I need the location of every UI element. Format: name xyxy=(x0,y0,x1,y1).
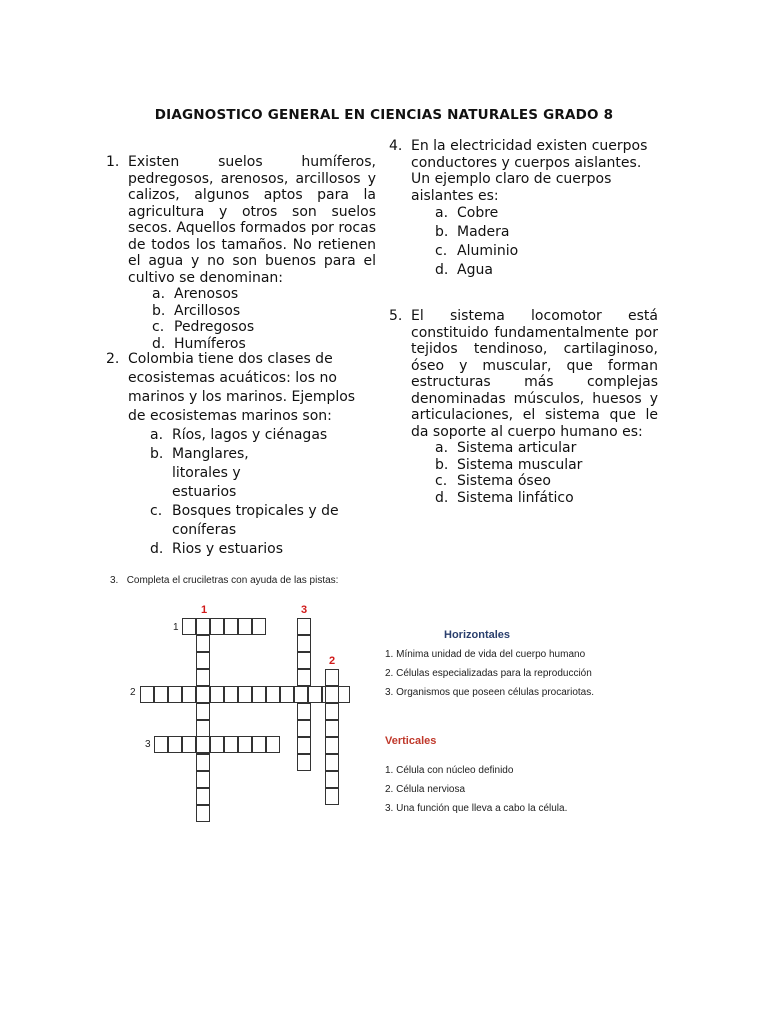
question-1 xyxy=(106,154,376,352)
horizontal-clue-1: 1. Mínima unidad de vida del cuerpo humano xyxy=(385,649,586,660)
crossword-cell-h2[interactable] xyxy=(308,686,322,703)
crossword-cell-v3[interactable] xyxy=(297,618,311,635)
question-text: Colombia tiene dos clases de ecosistemas acuáticos: los no marinos y los marinos. Ejemplos de ecosistemas marinos son: xyxy=(128,351,356,424)
crossword-cell-h2[interactable] xyxy=(168,686,182,703)
crossword-cell-h2[interactable] xyxy=(238,686,252,703)
crossword-cell-v1[interactable] xyxy=(196,652,210,669)
horizontales-heading: Horizontales xyxy=(444,629,511,641)
question-5 xyxy=(389,308,658,506)
question-text: En la electricidad existen cuerpos conductores y cuerpos aislantes. Un ejemplo claro de cuerpos aislantes es: xyxy=(411,138,648,204)
crossword-cell-h2[interactable] xyxy=(294,686,308,703)
option-b: b. Madera xyxy=(435,224,510,240)
crossword-cell-h1[interactable] xyxy=(252,618,266,635)
crossword-cell-v1[interactable] xyxy=(196,635,210,652)
option-b: b. Sistema muscular xyxy=(435,456,583,473)
question-number: 4. xyxy=(389,138,403,154)
crossword-cell-v1[interactable] xyxy=(196,805,210,822)
verticales-heading: Verticales xyxy=(385,735,437,747)
crossword-cell-v2[interactable] xyxy=(325,703,339,720)
crossword-cell-v2[interactable] xyxy=(325,788,339,805)
crossword-label-v1: 1 xyxy=(201,604,208,616)
vertical-clue-1: 1. Célula con núcleo definido xyxy=(385,765,514,776)
crossword-cell-h2[interactable] xyxy=(280,686,294,703)
crossword-cell-v3[interactable] xyxy=(297,669,311,686)
right-column xyxy=(389,138,658,506)
page-title: DIAGNOSTICO GENERAL EN CIENCIAS NATURALES GRADO 8 xyxy=(154,107,614,123)
horizontal-clue-3: 3. Organismos que poseen células procariotas. xyxy=(385,687,595,698)
crossword-instruction: 3. Completa el cruciletras con ayuda de las pistas: xyxy=(110,575,339,586)
crossword-cell-v2[interactable] xyxy=(325,754,339,771)
crossword-cell-h1[interactable] xyxy=(210,618,224,635)
crossword-cell-v3[interactable] xyxy=(297,652,311,669)
option-d: d. Humíferos xyxy=(152,335,246,352)
crossword-cell-v1[interactable] xyxy=(196,754,210,771)
crossword-cell-v3[interactable] xyxy=(297,635,311,652)
crossword-cell-v1[interactable] xyxy=(196,669,210,686)
crossword-cell-v1[interactable] xyxy=(196,771,210,788)
options-list xyxy=(435,440,658,506)
crossword-cell-v2[interactable] xyxy=(325,720,339,737)
option-a: a. Sistema articular xyxy=(435,440,577,456)
option-c: c. Aluminio xyxy=(435,243,519,259)
horizontal-clue-2: 2. Células especializadas para la reproducción xyxy=(385,668,592,679)
vertical-clue-2: 2. Célula nerviosa xyxy=(385,784,466,795)
crossword-label-h2: 2 xyxy=(130,687,136,698)
crossword-cell-h2[interactable] xyxy=(182,686,196,703)
vertical-clue-3: 3. Una función que lleva a cabo la célula. xyxy=(385,803,568,814)
option-c: c. Pedregosos xyxy=(152,319,255,335)
question-2 xyxy=(106,350,368,559)
crossword-cell-h3[interactable] xyxy=(252,736,266,753)
question-number: 5. xyxy=(389,308,403,324)
option-d: d. Sistema linfático xyxy=(435,489,574,506)
options-list xyxy=(150,426,368,559)
option-d: d. Rios y estuarios xyxy=(150,541,284,557)
crossword-cell-v2[interactable] xyxy=(325,737,339,754)
crossword-label-h3: 3 xyxy=(145,739,151,750)
crossword-cell-h3[interactable] xyxy=(210,736,224,753)
crossword-cell-h2[interactable] xyxy=(252,686,266,703)
option-c: c. Bosques tropicales y de coníferas xyxy=(150,503,339,538)
crossword-cell-v3[interactable] xyxy=(297,737,311,754)
crossword-cell-v2[interactable] xyxy=(325,669,339,686)
crossword-cell-v3[interactable] xyxy=(297,703,311,720)
crossword-cell-h2[interactable] xyxy=(140,686,154,703)
options-list xyxy=(152,286,376,352)
crossword-cell-h2[interactable] xyxy=(224,686,238,703)
question-number: 1. xyxy=(106,154,120,170)
crossword-cell-v2[interactable] xyxy=(325,771,339,788)
crossword-label-v2: 2 xyxy=(329,655,336,667)
crossword-label-h1: 1 xyxy=(173,622,179,633)
crossword-cell-h1[interactable] xyxy=(182,618,196,635)
options-list xyxy=(435,204,651,280)
option-a: a. Arenosos xyxy=(152,286,239,302)
crossword-cell-v1[interactable] xyxy=(196,720,210,737)
option-a: a. Ríos, lagos y ciénagas xyxy=(150,427,328,443)
option-d: d. Agua xyxy=(435,262,493,278)
crossword-cell-h3[interactable] xyxy=(154,736,168,753)
crossword-cell-v1[interactable] xyxy=(196,788,210,805)
option-a: a. Cobre xyxy=(435,205,499,221)
question-text: El sistema locomotor está constituido fundamentalmente por tejidos tendinoso, cartilaginoso, óseo y muscular, que forman estructuras más complejas denominadas músculos, huesos y articulaciones, el sistema que le da soporte al cuerpo humano es: xyxy=(411,308,658,440)
crossword-label-v3: 3 xyxy=(301,604,308,616)
crossword-cell-v3[interactable] xyxy=(297,754,311,771)
crossword-cell-h3[interactable] xyxy=(196,736,210,753)
crossword-cell-h3[interactable] xyxy=(168,736,182,753)
crossword-cell-h1[interactable] xyxy=(224,618,238,635)
crossword-cell-v3[interactable] xyxy=(297,720,311,737)
question-text: Existen suelos humíferos, pedregosos, arenosos, arcillosos y calizos, algunos aptos para la agricultura y otros son suelos secos. Aquellos formados por rocas de todos los tamaños. No retienen el agua y no son buenos para el cultivo se denominan: xyxy=(128,154,376,286)
crossword-cell-h2[interactable] xyxy=(210,686,224,703)
crossword-cell-h3[interactable] xyxy=(182,736,196,753)
crossword-cell-h2[interactable] xyxy=(266,686,280,703)
question-4 xyxy=(389,138,651,280)
crossword-cell-v1[interactable] xyxy=(196,686,210,703)
option-c: c. Sistema óseo xyxy=(435,473,551,489)
option-b: b. Arcillosos xyxy=(152,302,241,319)
crossword-cell-h1[interactable] xyxy=(238,618,252,635)
option-b: b. Manglares, litorales y estuarios xyxy=(150,446,249,500)
left-column xyxy=(106,154,376,559)
crossword-cell-h3[interactable] xyxy=(266,736,280,753)
crossword-cell-h1[interactable] xyxy=(196,618,210,635)
crossword-cell-v2[interactable] xyxy=(325,686,339,703)
crossword-cell-v1[interactable] xyxy=(196,703,210,720)
crossword-cell-h3[interactable] xyxy=(224,736,238,753)
crossword-cell-h2[interactable] xyxy=(154,686,168,703)
crossword-cell-h3[interactable] xyxy=(238,736,252,753)
question-number: 2. xyxy=(106,351,120,367)
